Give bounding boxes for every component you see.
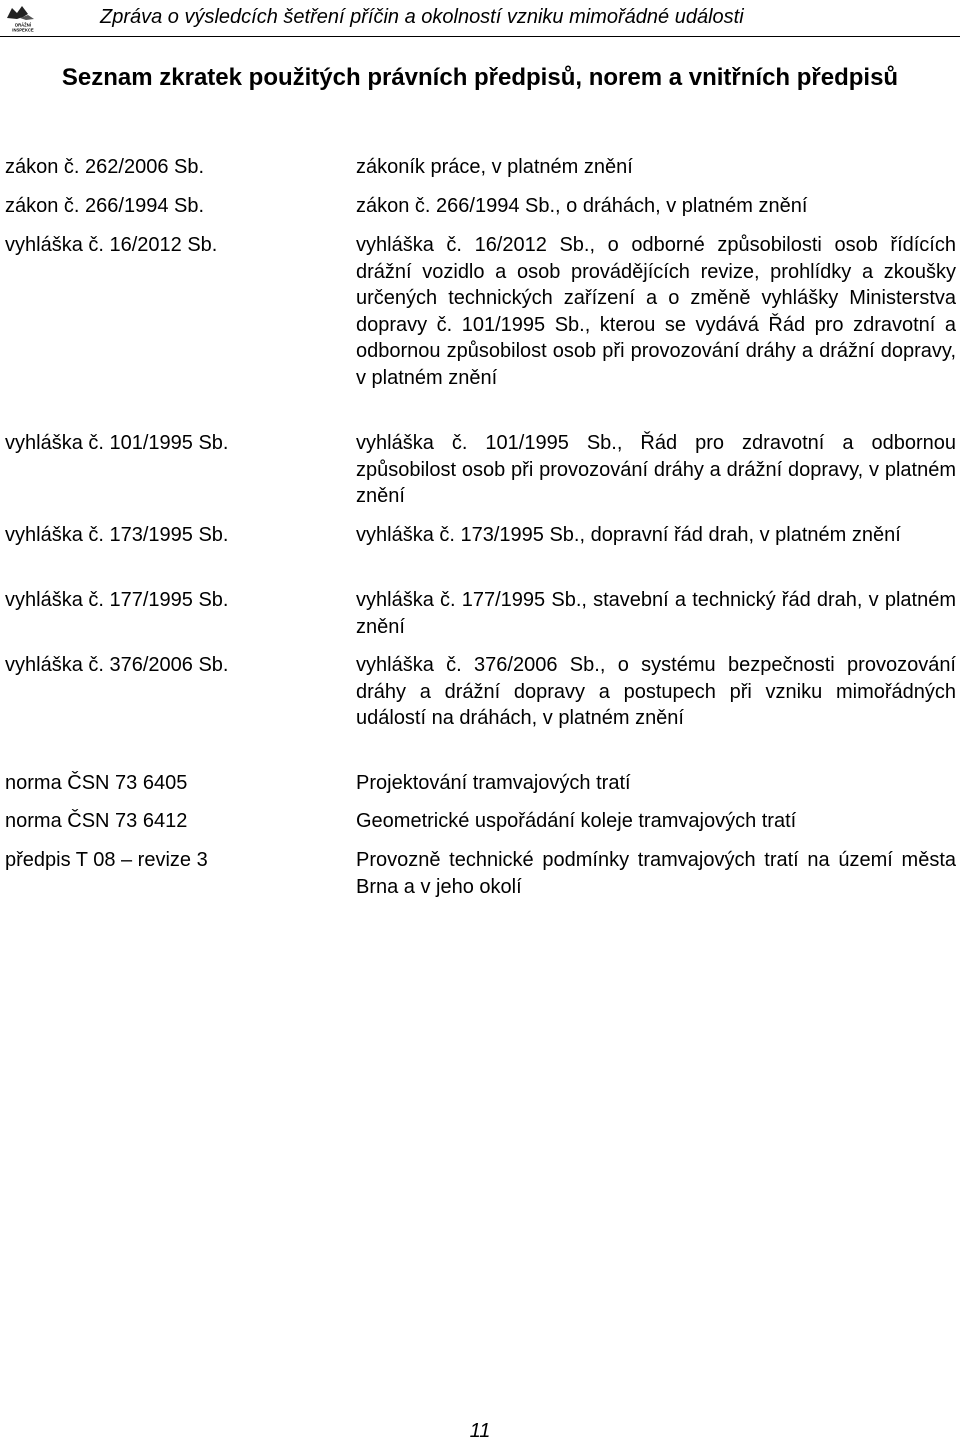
- header-title: Zpráva o výsledcích šetření příčin a okolností vzniku mimořádné události: [100, 6, 744, 28]
- abbreviation-code: vyhláška č. 177/1995 Sb.: [5, 589, 229, 611]
- svg-text:INSPEKCE: INSPEKCE: [12, 27, 34, 33]
- abbreviation-code: zákon č. 266/1994 Sb.: [5, 195, 205, 217]
- abbreviation-description: vyhláška č. 173/1995 Sb., dopravní řád drah, v platném znění: [356, 524, 901, 546]
- abbreviation-code: zákon č. 262/2006 Sb.: [5, 156, 205, 178]
- abbreviation-description: zákon č. 266/1994 Sb., o dráhách, v platném znění: [356, 195, 808, 217]
- abbreviation-code: norma ČSN 73 6412: [5, 810, 188, 832]
- abbreviation-description: vyhláška č. 376/2006 Sb., o systému bezpečnosti provozování dráhy a drážní dopravy a postupech při vzniku mimořádných událostí na dráhách, v platném znění: [356, 654, 956, 729]
- page-header: [0, 0, 960, 40]
- abbreviation-description: Geometrické uspořádání koleje tramvajových tratí: [356, 810, 797, 832]
- page-title: Seznam zkratek použitých právních předpisů, norem a vnitřních předpisů: [61, 64, 899, 91]
- abbreviation-description: zákoník práce, v platném znění: [356, 156, 633, 178]
- abbreviation-code: vyhláška č. 173/1995 Sb.: [5, 524, 229, 546]
- header-divider: [0, 36, 960, 37]
- abbreviation-code: předpis T 08 – revize 3: [5, 849, 208, 871]
- abbreviation-description: Provozně technické podmínky tramvajových tratí na území města Brna a v jeho okolí: [356, 849, 956, 898]
- abbreviation-code: vyhláška č. 16/2012 Sb.: [5, 234, 218, 256]
- abbreviation-code: vyhláška č. 101/1995 Sb.: [5, 432, 229, 454]
- drazni-inspekce-logo: [4, 4, 42, 34]
- svg-text:DRÁŽNÍ: DRÁŽNÍ: [15, 22, 31, 28]
- abbreviation-code: norma ČSN 73 6405: [5, 772, 188, 794]
- abbreviation-description: vyhláška č. 16/2012 Sb., o odborné způsobilosti osob řídících drážní vozidlo a osob provádějících revize, prohlídky a zkoušky určených technických zařízení a o změně vyhlášky Ministerstva dopravy č. 101/1995 Sb., kterou se vydává Řád pro zdravotní a odbornou způsobilost osob při provozování dráhy a drážní dopravy, v platném znění: [356, 234, 956, 389]
- abbreviation-description: Projektování tramvajových tratí: [356, 772, 631, 794]
- page-number: 11: [469, 1420, 491, 1442]
- abbreviation-description: vyhláška č. 177/1995 Sb., stavební a technický řád drah, v platném znění: [356, 589, 956, 638]
- abbreviation-code: vyhláška č. 376/2006 Sb.: [5, 654, 229, 676]
- abbreviation-description: vyhláška č. 101/1995 Sb., Řád pro zdravotní a odbornou způsobilost osob při provozování dráhy a drážní dopravy, v platném znění: [356, 432, 956, 507]
